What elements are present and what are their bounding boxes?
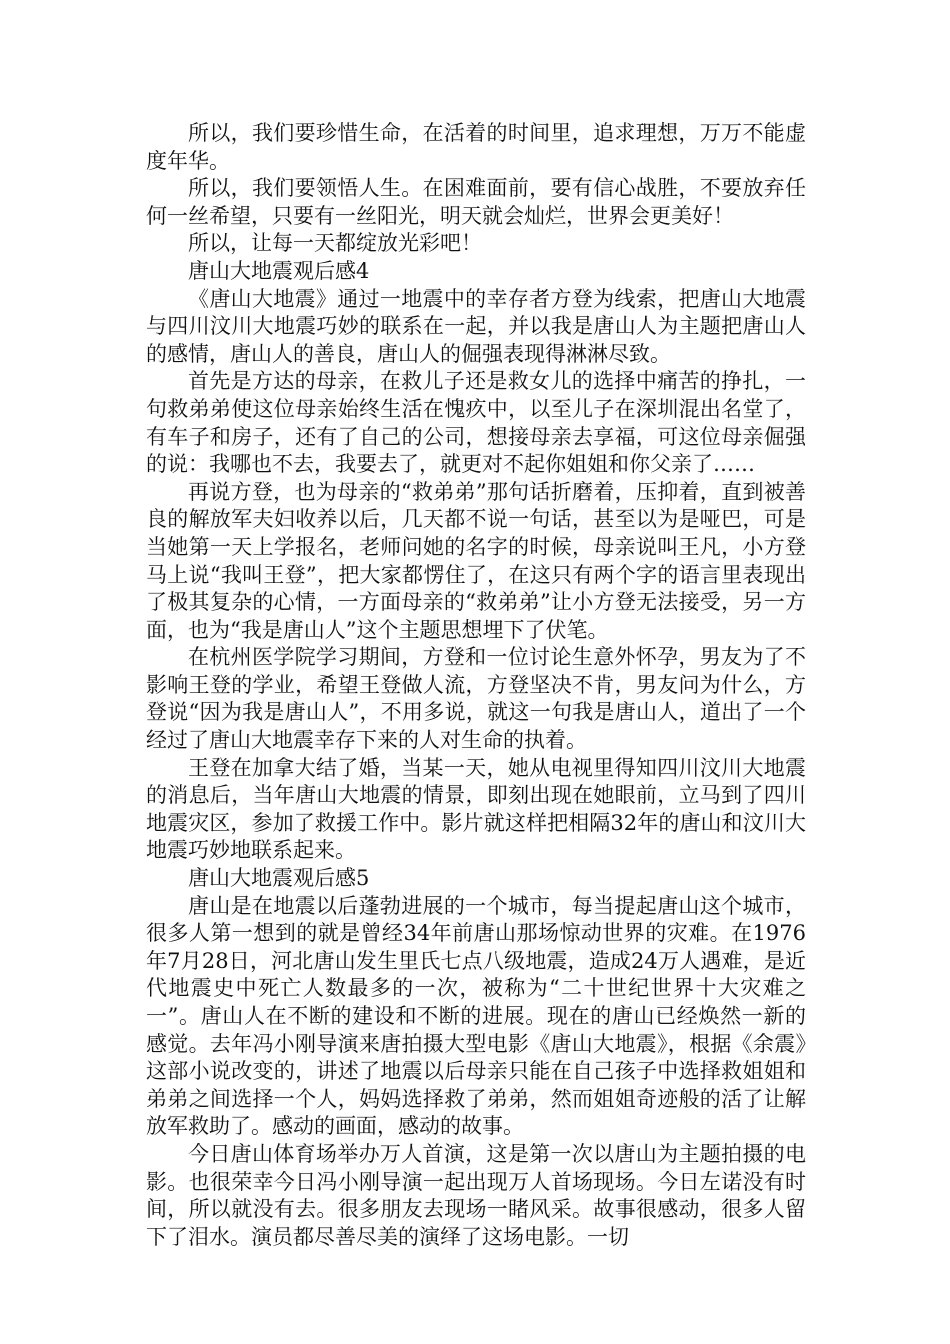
section-heading: 唐山大地震观后感4 — [188, 258, 370, 283]
paragraph: 所以，我们要珍惜生命，在活着的时间里，追求理想，万万不能虚度年华。 — [146, 121, 806, 173]
paragraph: 在杭州医学院学习期间，方登和一位讨论生意外怀孕，男友为了不影响王登的学业，希望王登做人流，方登坚决不肯，男友问为什么，方登说“因为我是唐山人”，不用多说，就这一句我是唐山人，道出了一个经过了唐山大地震幸存下来的人对生命的执着。 — [146, 645, 806, 753]
paragraph: 王登在加拿大结了婚，当某一天，她从电视里得知四川汶川大地震的消息后，当年唐山大地震的情景，即刻出现在她眼前，立马到了四川地震灾区，参加了救援工作中。影片就这样把相隔32年的唐山和汶川大地震巧妙地联系起来。 — [146, 755, 806, 863]
paragraph: 所以，我们要领悟人生。在困难面前，要有信心战胜，不要放弃任何一丝希望，只要有一丝阳光，明天就会灿烂，世界会更美好！ — [146, 176, 806, 228]
paragraph: 首先是方达的母亲，在救儿子还是救女儿的选择中痛苦的挣扎，一句救弟弟使这位母亲始终生活在愧疚中，以至儿子在深圳混出名堂了，有车子和房子，还有了自己的公司，想接母亲去享福，可这位母亲倔强的说：我哪也不去，我要去了，就更对不起你姐姐和你父亲了…… — [146, 369, 806, 477]
paragraph: 所以，让每一天都绽放光彩吧！ — [188, 231, 482, 256]
paragraph: 今日唐山体育场举办万人首演，这是第一次以唐山为主题拍摄的电影。也很荣幸今日冯小刚导演一起出现万人首场现场。今日左诺没有时间，所以就没有去。很多朋友去现场一睹风采。故事很感动，很多人留下了泪水。演员都尽善尽美的演绎了这场电影。一切 — [146, 1141, 806, 1249]
document-body — [146, 120, 806, 1251]
paragraph: 《唐山大地震》通过一地震中的幸存者方登为线索，把唐山大地震与四川汶川大地震巧妙的联系在一起，并以我是唐山人为主题把唐山人的感情，唐山人的善良，唐山人的倔强表现得淋淋尽致。 — [146, 286, 806, 366]
section-heading: 唐山大地震观后感5 — [188, 866, 370, 891]
paragraph: 唐山是在地震以后蓬勃进展的一个城市，每当提起唐山这个城市，很多人第一想到的就是曾经34年前唐山那场惊动世界的灾难。在1976年7月28日，河北唐山发生里氏七点八级地震，造成24万人遇难，是近代地震史中死亡人数最多的一次，被称为“二十世纪世界十大灾难之一”。唐山人在不断的建设和不断的进展。现在的唐山已经焕然一新的感觉。去年冯小刚导演来唐拍摄大型电影《唐山大地震》，根据《余震》这部小说改变的，讲述了地震以后母亲只能在自己孩子中选择救姐姐和弟弟之间选择一个人，妈妈选择救了弟弟，然而姐姐奇迹般的活了让解放军救助了。感动的画面，感动的故事。 — [146, 893, 806, 1139]
paragraph: 再说方登，也为母亲的“救弟弟”那句话折磨着，压抑着，直到被善良的解放军夫妇收养以后，几天都不说一句话，甚至以为是哑巴，可是当她第一天上学报名，老师问她的名字的时候，母亲说叫王凡，小方登马上说“我叫王登”，把大家都愣住了，在这只有两个字的语言里表现出了极其复杂的心情，一方面母亲的“救弟弟”让小方登无法接受，另一方面，也为“我是唐山人”这个主题思想埋下了伏笔。 — [146, 479, 806, 642]
